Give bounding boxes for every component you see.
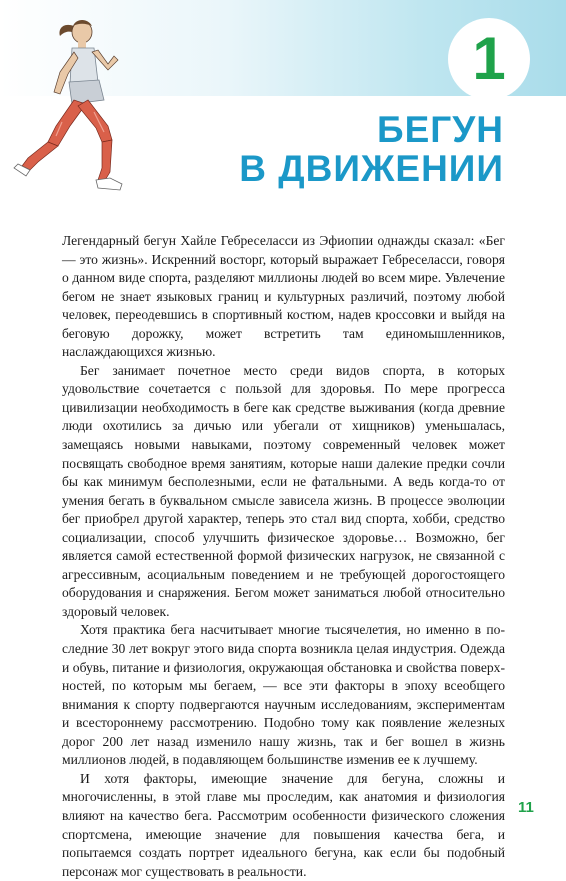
paragraph-4: И хотя факторы, имеющие значение для бегуна, сложны и многочисленны, в этой главе мы проследим, как анатомия и физиология влияют на качество бега. Рассмотрим особенности физического сложения спортсмена, имеющие значение для повышения качества бега, и попытаемся создать портрет идеального бегуна, как если бы подобный персонаж мог существовать в реальности.	[62, 770, 505, 879]
chapter-title-line-2: В ДВИЖЕНИИ	[239, 148, 504, 189]
chapter-number-badge	[448, 18, 530, 100]
paragraph-1: Легендарный бегун Хайле Гебреселасси из Эфиопии однажды сказал: «Бег — это жизнь». Искренний восторг, который выражает Гебреселасси, говоря о данном виде спорта, разделяют миллионы людей во всем мире. Увлечение бегом не знает языковых границ и культурных различий, поэтому любой человек, переодевшись в спортивный костюм, надев кроссовки и выйдя на беговую дорожку, может встретить там единомышленников, наслаждающихся жизнью.	[62, 233, 505, 360]
chapter-title-line-1: БЕГУН	[377, 109, 504, 150]
paragraph-3: Хотя практика бега насчитывает многие тысячелетия, но именно в последние 30 лет вокруг этого вида спорта возникла целая индустрия. Одежда и обувь, питание и физиология, окружающая обстановка и свойства поверхностей, по которым мы бегаем, — все эти факторы в эпоху всеобщего внимания к спорту подвергаются научным исследованиям, экспериментам и всестороннему рассмотрению. Подобно тому как появление железных дорог 200 лет назад изменило нашу жизнь, так и бег вошел в жизнь миллионов людей, в подавляющем большинстве изменив ее к лучшему.	[62, 622, 505, 768]
page-number: 11	[518, 799, 534, 816]
paragraph-2: Бег занимает почетное место среди видов спорта, в которых удовольствие сочетается с пользой для здоровья. По мере прогресса цивилизации необходимость в беге как средстве выживания (когда древние люди охотились за дичью или убегали от хищников) уменьшалась, замещаясь новыми навыками, поэтому современный человек может посвящать свободное время занятиям, которые наши далекие предки сочли бы как минимум бесполезными, если не фатальными. А ведь когда-то от умения бегать в буквальном смысле зависела жизнь. В процессе эволюции бег приобрел другой характер, теперь это стал вид спорта, хобби, средство социализации, способ улучшить физическое здоровье… Возможно, бег является самой естественной формой физических нагрузок, не связанной с агрессивным, асоциальным поведением и не требующей дорогостоящего оборудования и снаряжения. Бегом может заниматься любой относительно здоровый человек.	[62, 362, 505, 619]
chapter-number: 1	[472, 25, 506, 92]
body-text	[62, 232, 505, 881]
chapter-title	[239, 110, 504, 188]
runner-anatomy-icon	[12, 8, 172, 198]
